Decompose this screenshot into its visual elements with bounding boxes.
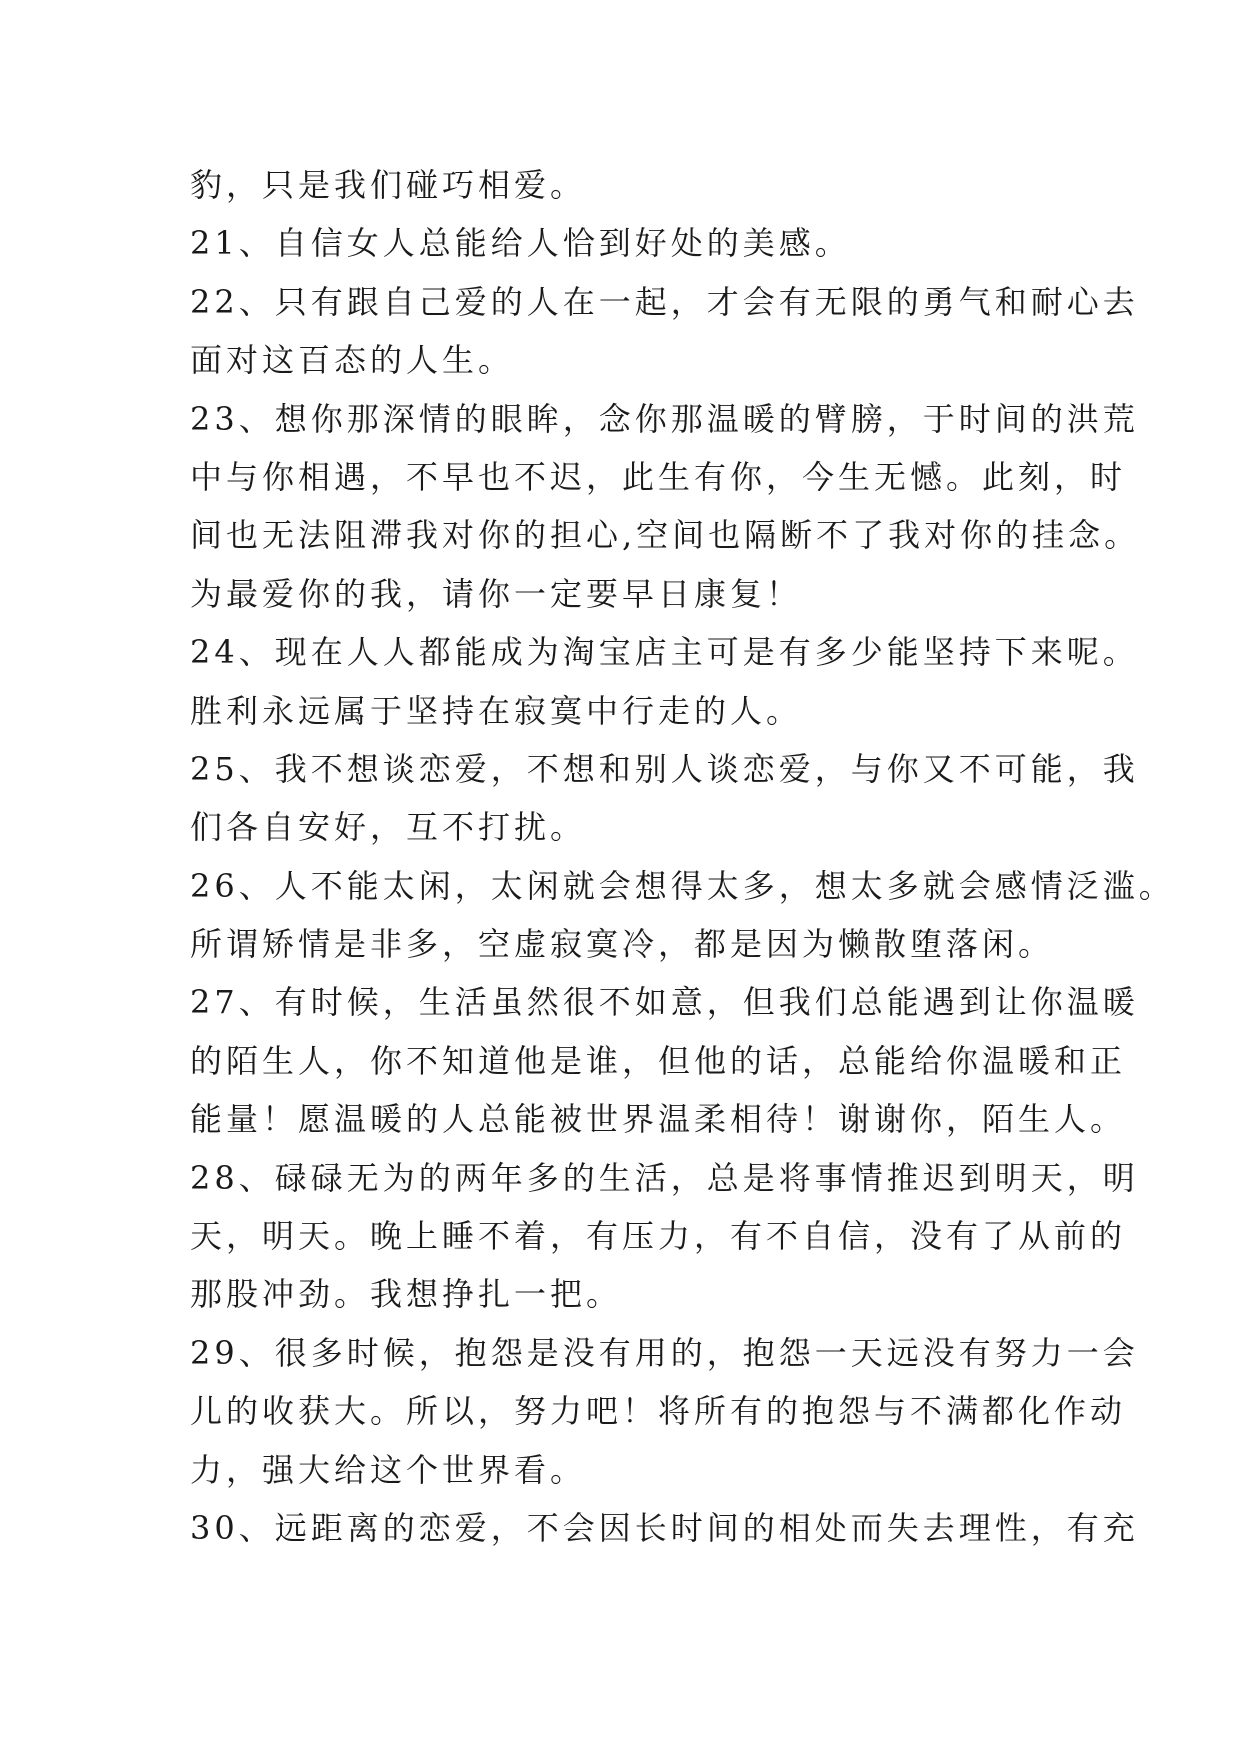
text-line: 能量！愿温暖的人总能被世界温柔相待！谢谢你，陌生人。 [190,1100,1127,1139]
text-line: 30、远距离的恋爱，不会因长时间的相处而失去理性，有充 [190,1508,1139,1547]
text-line: 28、碌碌无为的两年多的生活，总是将事情推迟到明天，明 [190,1158,1139,1197]
text-line: 所谓矫情是非多，空虚寂寞冷，都是因为懒散堕落闲。 [190,925,1055,964]
text-line: 儿的收获大。所以，努力吧！将所有的抱怨与不满都化作动 [190,1392,1127,1431]
text-line: 中与你相遇，不早也不迟，此生有你，今生无憾。此刻，时 [190,457,1127,496]
text-line: 天，明天。晚上睡不着，有压力，有不自信，没有了从前的 [190,1217,1127,1256]
text-line: 29、很多时候，抱怨是没有用的，抱怨一天远没有努力一会 [190,1333,1139,1372]
text-line: 胜利永远属于坚持在寂寞中行走的人。 [190,691,803,730]
text-line: 面对这百态的人生。 [190,341,515,380]
text-line: 间也无法阻滞我对你的担心,空间也隔断不了我对你的挂念。 [190,516,1141,555]
text-line: 26、人不能太闲，太闲就会想得太多，想太多就会感情泛滥。 [190,866,1175,905]
text-line: 力，强大给这个世界看。 [190,1450,587,1489]
text-line: 为最爱你的我，请你一定要早日康复！ [190,574,803,613]
text-line: 的陌生人，你不知道他是谁，但他的话，总能给你温暖和正 [190,1041,1127,1080]
text-line: 27、有时候，生活虽然很不如意，但我们总能遇到让你温暖 [190,983,1139,1022]
text-line: 那股冲劲。我想挣扎一把。 [190,1275,623,1314]
text-line: 们各自安好，互不打扰。 [190,808,587,847]
text-line: 24、现在人人都能成为淘宝店主可是有多少能坚持下来呢。 [190,633,1139,672]
text-line: 23、想你那深情的眼眸，念你那温暖的臂膀，于时间的洪荒 [190,399,1139,438]
body-text [190,156,1175,1557]
text-line: 22、只有跟自己爱的人在一起，才会有无限的勇气和耐心去 [190,282,1139,321]
text-line: 21、自信女人总能给人恰到好处的美感。 [190,224,851,263]
text-line: 豹，只是我们碰巧相爱。 [190,166,587,204]
text-line: 25、我不想谈恋爱，不想和别人谈恋爱，与你又不可能，我 [190,749,1139,788]
